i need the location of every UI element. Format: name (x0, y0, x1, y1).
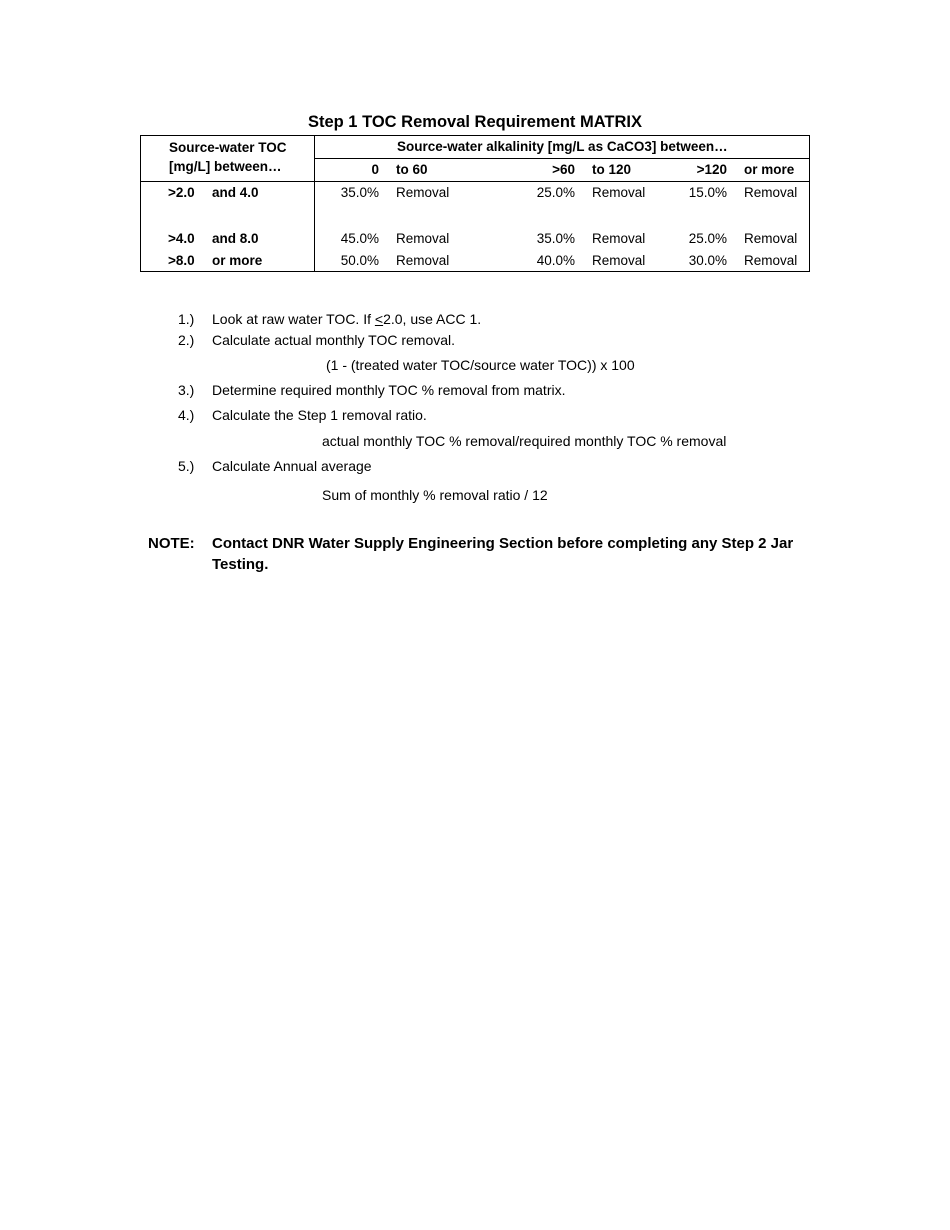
row1-unit-1: Removal (396, 185, 450, 200)
step-number: 4.) (178, 407, 195, 423)
header-bottom-border (141, 181, 809, 182)
row2-value-1: 45.0% (340, 231, 379, 246)
col2-from: >60 (552, 162, 575, 177)
row1-value-1: 35.0% (340, 185, 379, 200)
row1-to: and 4.0 (212, 185, 259, 200)
row1-unit-3: Removal (744, 185, 798, 200)
row2-from: >4.0 (168, 231, 195, 246)
row3-value-1: 50.0% (340, 253, 379, 268)
step-number: 5.) (178, 458, 195, 474)
column-header: Source-water alkalinity [mg/L as CaCO3] between… (397, 139, 728, 154)
row3-unit-3: Removal (744, 253, 798, 268)
step-number: 3.) (178, 382, 195, 398)
step-number: 2.) (178, 332, 195, 348)
step-formula: actual monthly TOC % removal/required monthly TOC % removal (322, 433, 727, 449)
col1-to: to 60 (396, 162, 428, 177)
row1-unit-2: Removal (592, 185, 646, 200)
row1-value-3: 15.0% (688, 185, 727, 200)
row3-to: or more (212, 253, 263, 268)
row-header-line1: Source-water TOC (169, 140, 287, 155)
note-text-line1: Contact DNR Water Supply Engineering Section before completing any Step 2 Jar (212, 535, 794, 552)
step-text: Look at raw water TOC. If <2.0, use ACC 1. (212, 311, 482, 327)
row3-unit-2: Removal (592, 253, 646, 268)
row1-from: >2.0 (168, 185, 195, 200)
row3-value-2: 40.0% (536, 253, 575, 268)
row2-value-3: 25.0% (688, 231, 727, 246)
step-text: Calculate Annual average (212, 458, 372, 474)
step-text: Determine required monthly TOC % removal from matrix. (212, 382, 566, 398)
col3-from: >120 (696, 162, 727, 177)
page-title: Step 1 TOC Removal Requirement MATRIX (307, 113, 643, 131)
col2-to: to 120 (592, 162, 632, 177)
row2-unit-1: Removal (396, 231, 450, 246)
row2-unit-2: Removal (592, 231, 646, 246)
step-text: Calculate the Step 1 removal ratio. (212, 407, 427, 423)
step-number: 1.) (178, 311, 195, 327)
step-formula: (1 - (treated water TOC/source water TOC)) x 100 (326, 357, 635, 373)
column-divider (314, 136, 315, 271)
note-label: NOTE: (148, 535, 195, 552)
row2-unit-3: Removal (744, 231, 798, 246)
step-text: Calculate actual monthly TOC removal. (212, 332, 456, 348)
col1-from: 0 (371, 162, 379, 177)
row1-value-2: 25.0% (536, 185, 575, 200)
row3-from: >8.0 (168, 253, 195, 268)
row2-value-2: 35.0% (536, 231, 575, 246)
note-text-line2: Testing. (212, 556, 269, 573)
step-formula: Sum of monthly % removal ratio / 12 (322, 487, 548, 503)
row2-to: and 8.0 (212, 231, 259, 246)
row3-value-3: 30.0% (688, 253, 727, 268)
toc-removal-matrix (140, 135, 810, 272)
row3-unit-1: Removal (396, 253, 450, 268)
row-header-line2: [mg/L] between… (169, 159, 282, 174)
col3-to: or more (744, 162, 795, 177)
header-divider (314, 158, 809, 159)
